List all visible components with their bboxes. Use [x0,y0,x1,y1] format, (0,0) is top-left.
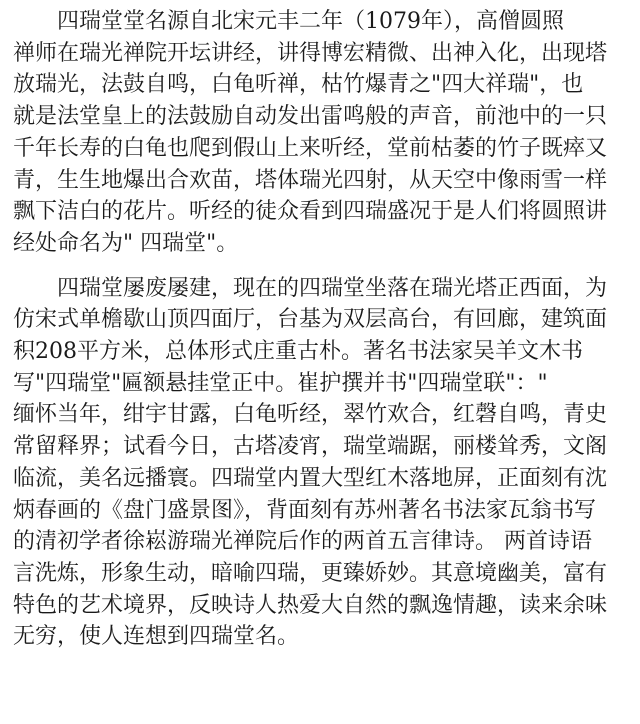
text-line: 言洗炼，形象生动，暗喻四瑞，更臻娇妙。其意境幽美，富有 [13,560,608,586]
text-line: 禅师在瑞光禅院开坛讲经，讲得博宏精微、出神入化，出现塔 [13,40,608,66]
paragraph-1 [13,6,632,260]
text-line: 青，生生地爆出合欢苗，塔体瑞光四射，从天空中像雨雪一样 [13,167,608,193]
text-line: 特色的艺术境界，反映诗人热爱大自然的飘逸情趣，读来余味 [13,592,608,618]
text-line: 就是法堂皇上的法鼓励自动发出雷鸣般的声音，前池中的一只 [13,104,608,130]
paragraph-gap [13,260,632,273]
text-line: 千年长寿的白龟也爬到假山上来听经，堂前枯萎的竹子既瘁又 [13,135,608,161]
paragraph-2 [13,273,632,653]
text-line: 四瑞堂屡废屡建，现在的四瑞堂坐落在瑞光塔正西面，为 [13,275,608,301]
text-line: 的清初学者徐崧游瑞光禅院后作的两首五言律诗。 两首诗语 [13,529,592,555]
text-line: 仿宋式单檐歇山顶四面厅，台基为双层高台，有回廊，建筑面 [13,307,608,333]
text-line: 积208平方米，总体形式庄重古朴。著名书法家吴羊文木书 [13,339,583,365]
text-line: 四瑞堂堂名源自北宋元丰二年（1079年），高僧圆照 [13,9,564,34]
text-line: 临流，美名远播寰。四瑞堂内置大型红木落地屏，正面刻有沈 [13,465,608,491]
text-line: 无穷，使人连想到四瑞堂名。 [13,624,300,650]
text-line: 飘下洁白的花片。听经的徒众看到四瑞盛况于是人们将圆照讲 [13,199,608,225]
text-line: 常留释界；试看今日，古塔凌宵，瑞堂端踞，丽楼耸秀，文阁 [13,434,608,460]
text-line: 经处命名为" 四瑞堂"。 [13,230,239,256]
text-line: 放瑞光，法鼓自鸣，白龟听禅，枯竹爆青之"四大祥瑞"，也 [13,72,584,98]
text-line: 缅怀当年，绀宇甘露，白龟听经，翠竹欢合，红磬自鸣，青史 [13,402,608,428]
text-line: 写"四瑞堂"匾额悬挂堂正中。崔护撰并书"四瑞堂联"：" [13,370,548,396]
text-line: 炳春画的《盘门盛景图》，背面刻有苏州著名书法家瓦翁书写 [13,497,597,523]
